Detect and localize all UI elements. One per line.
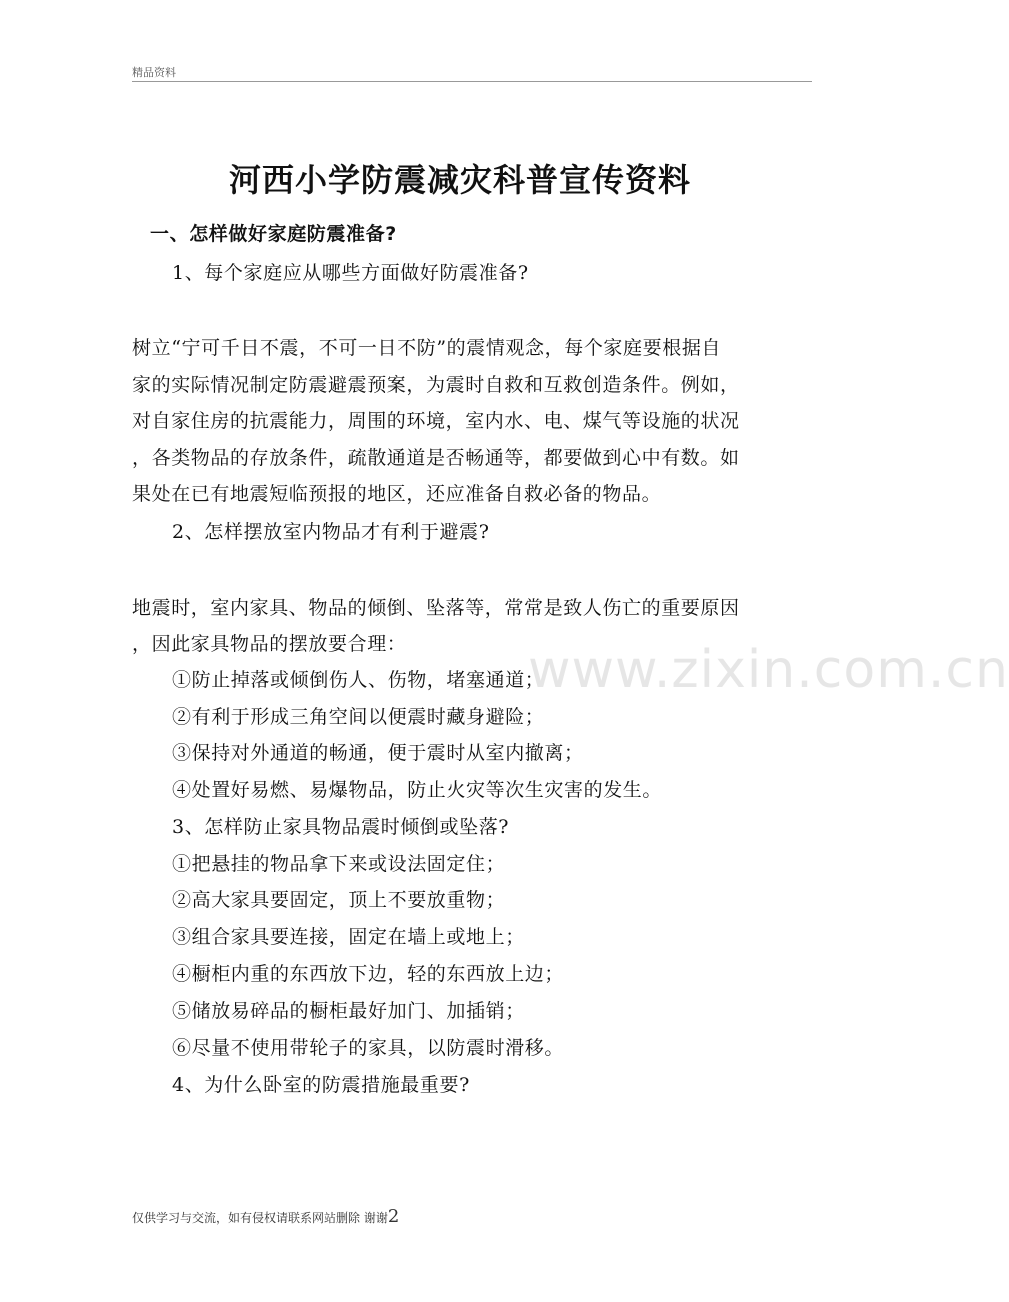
paragraph-2-line: ，因此家具物品的摆放要合理：: [132, 633, 407, 655]
list-item: ①把悬挂的物品拿下来或设法固定住；: [172, 853, 506, 875]
list-item: ②有利于形成三角空间以便震时藏身避险；: [172, 706, 545, 728]
list-item: ④橱柜内重的东西放下边，轻的东西放上边；: [172, 963, 565, 985]
list-item: ⑤储放易碎品的橱柜最好加门、加插销；: [172, 1000, 525, 1022]
header-label: 精品资料: [132, 66, 176, 79]
footer-text: 仅供学习与交流，如有侵权请联系网站删除 谢谢: [132, 1211, 388, 1225]
question-1: 1、每个家庭应从哪些方面做好防震准备?: [172, 262, 529, 284]
watermark: www.zixin.com.cn: [528, 640, 1009, 700]
paragraph-1-line: 对自家住房的抗震能力，周围的环境，室内水、电、煤气等设施的状况: [132, 410, 740, 432]
list-item: ④处置好易燃、易爆物品，防止火灾等次生灾害的发生。: [172, 779, 663, 801]
list-item: ③组合家具要连接，固定在墙上或地上；: [172, 926, 525, 948]
list-item: ①防止掉落或倾倒伤人、伤物，堵塞通道；: [172, 669, 545, 691]
footer: [132, 1206, 399, 1227]
list-item: ②高大家具要固定，顶上不要放重物；: [172, 889, 506, 911]
list-item: ⑥尽量不使用带轮子的家具，以防震时滑移。: [172, 1037, 565, 1059]
paragraph-1-line: 树立“宁可千日不震，不可一日不防”的震情观念，每个家庭要根据自: [132, 337, 722, 359]
document-title: 河西小学防震减灾科普宣传资料: [228, 161, 691, 199]
page-number: 2: [387, 1206, 400, 1227]
paragraph-2-line: 地震时，室内家具、物品的倾倒、坠落等，常常是致人伤亡的重要原因: [132, 597, 740, 619]
list-item: ③保持对外通道的畅通，便于震时从室内撤离；: [172, 742, 584, 764]
question-2: 2、怎样摆放室内物品才有利于避震?: [172, 521, 490, 543]
section-heading: 一、怎样做好家庭防震准备?: [150, 223, 397, 245]
question-4: 4、为什么卧室的防震措施最重要?: [172, 1074, 470, 1096]
question-3: 3、怎样防止家具物品震时倾倒或坠落?: [172, 816, 510, 838]
header-divider: [132, 81, 812, 82]
paragraph-1-line: 家的实际情况制定防震避震预案，为震时自救和互救创造条件。例如，: [132, 374, 740, 396]
paragraph-1-line: 果处在已有地震短临预报的地区，还应准备自救必备的物品。: [132, 483, 662, 505]
paragraph-1-line: ，各类物品的存放条件，疏散通道是否畅通等，都要做到心中有数。如: [132, 447, 740, 469]
